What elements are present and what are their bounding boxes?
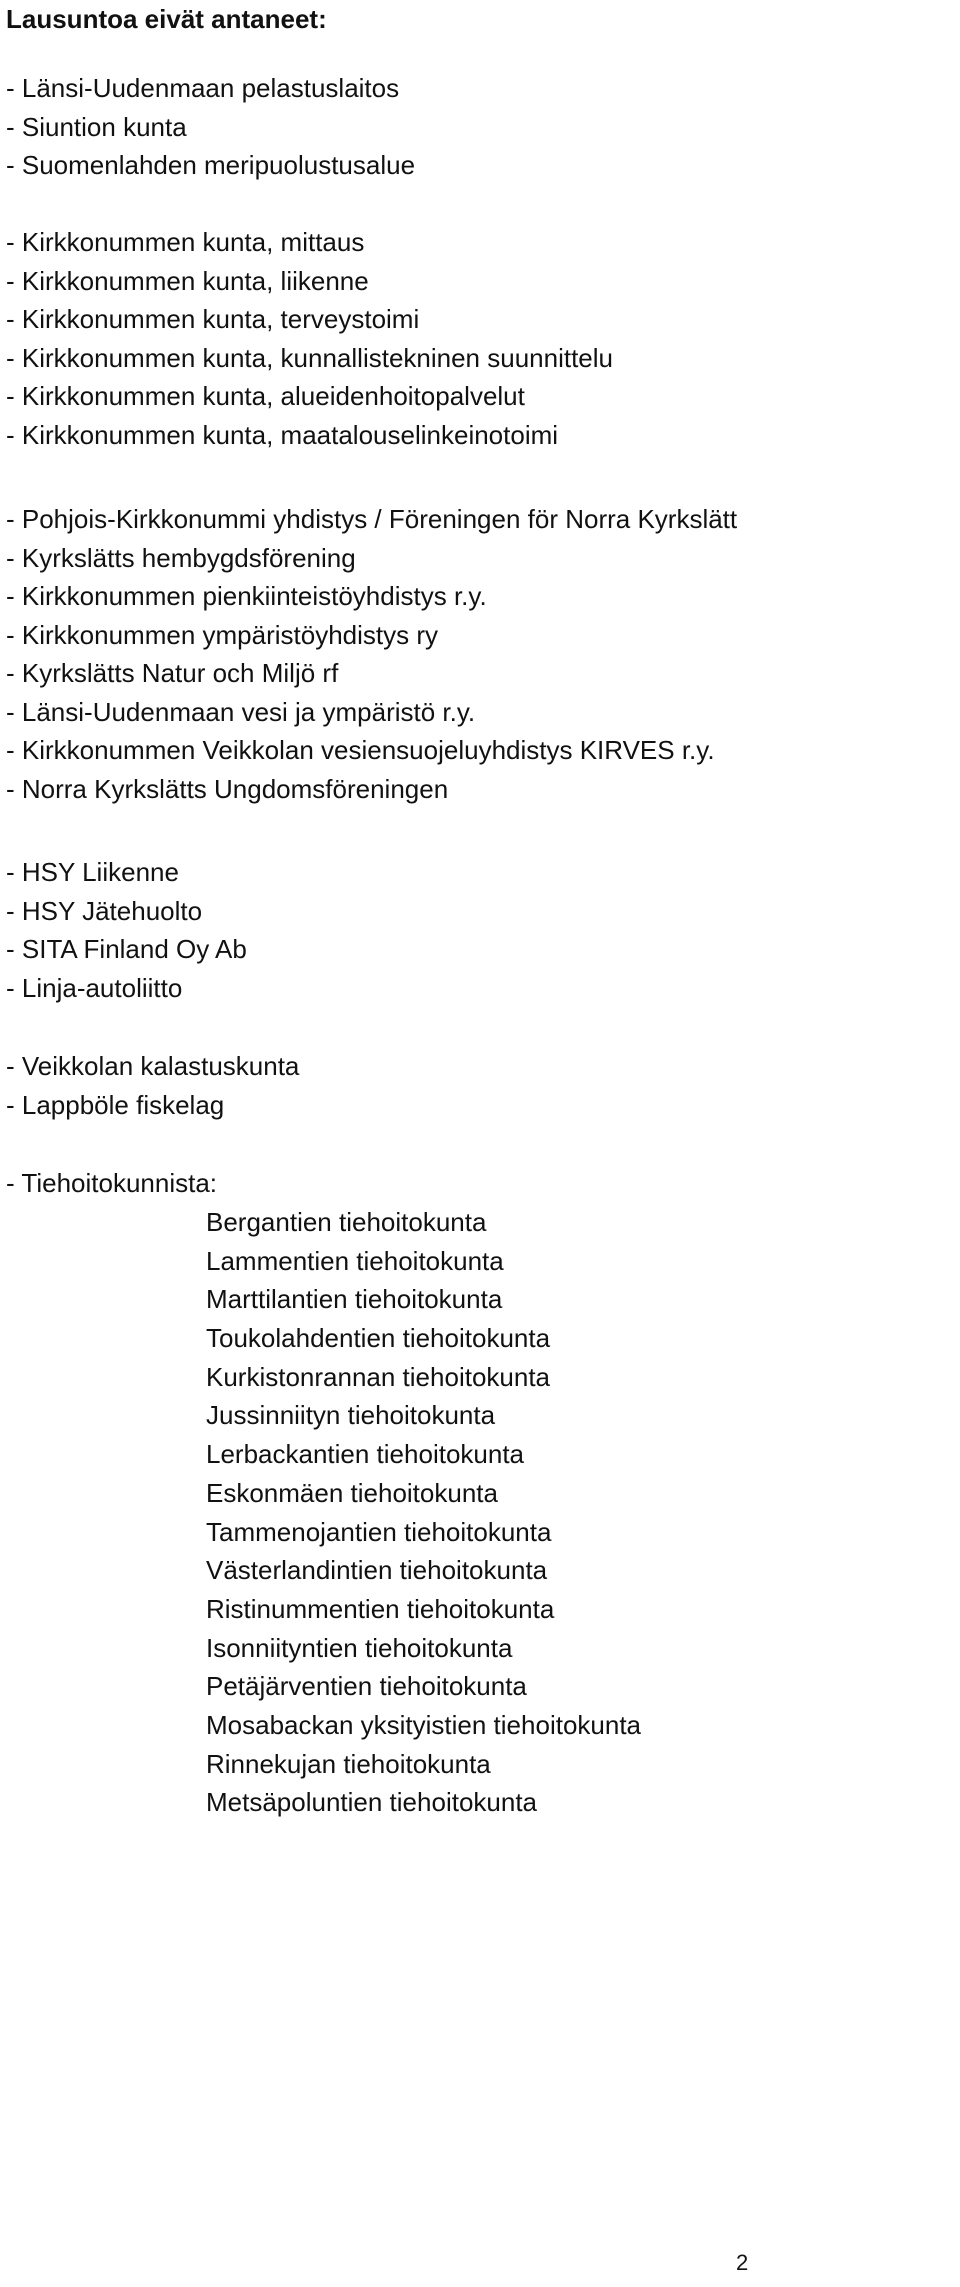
road-association-item: Västerlandintien tiehoitokunta xyxy=(206,1555,548,1586)
list-item: - Kirkkonummen kunta, kunnallistekninen suunnittelu xyxy=(6,342,614,373)
list-group-fishing xyxy=(6,1047,299,1124)
road-association-item: Kurkistonrannan tiehoitokunta xyxy=(206,1361,551,1392)
list-item: - Kirkkonummen Veikkolan vesiensuojeluyhdistys KIRVES r.y. xyxy=(6,735,715,765)
list-item: - Kirkkonummen pienkiinteistöyhdistys r.y. xyxy=(6,581,487,611)
road-association-item: Isonniityntien tiehoitokunta xyxy=(206,1632,513,1663)
list-item: - SITA Finland Oy Ab xyxy=(6,934,247,964)
list-item: - HSY Liikenne xyxy=(6,857,179,887)
road-association-item: Metsäpoluntien tiehoitokunta xyxy=(206,1787,538,1818)
list-item: - Lappböle fiskelag xyxy=(6,1089,225,1120)
road-association-item: Lerbackantien tiehoitokunta xyxy=(206,1439,525,1470)
list-item: - Kirkkonummen kunta, terveystoimi xyxy=(6,304,420,334)
list-item: - Kirkkonummen kunta, maatalouselinkeinotoimi xyxy=(6,419,559,450)
road-association-item: Petäjärventien tiehoitokunta xyxy=(206,1671,527,1702)
list-item: - Kirkkonummen ympäristöyhdistys ry xyxy=(6,619,438,650)
list-item: - Veikkolan kalastuskunta xyxy=(6,1051,300,1081)
list-item: - Länsi-Uudenmaan vesi ja ympäristö r.y. xyxy=(6,696,476,727)
road-association-item: Jussinniityn tiehoitokunta xyxy=(206,1400,496,1431)
list-item: - Länsi-Uudenmaan pelastuslaitos xyxy=(6,73,400,103)
list-item: - Pohjois-Kirkkonummi yhdistys / Föreningen för Norra Kyrkslätt xyxy=(6,504,738,534)
list-group-road-maintenance xyxy=(6,1164,217,1203)
road-association-item: Lammentien tiehoitokunta xyxy=(206,1245,504,1276)
road-association-item: Eskonmäen tiehoitokunta xyxy=(206,1477,498,1508)
list-group-companies xyxy=(6,853,247,1007)
list-item: - Linja-autoliitto xyxy=(6,972,183,1003)
list-group-municipality-units xyxy=(6,223,613,454)
road-association-list xyxy=(206,1203,641,1822)
list-item: - Kirkkonummen kunta, liikenne xyxy=(6,265,369,296)
list-item: - Suomenlahden meripuolustusalue xyxy=(6,150,416,180)
road-association-item: Tammenojantien tiehoitokunta xyxy=(206,1516,552,1547)
list-item: - Siuntion kunta xyxy=(6,111,187,142)
list-group-associations xyxy=(6,500,737,808)
list-item: - Kyrkslätts hembygdsförening xyxy=(6,542,356,573)
list-item: - Tiehoitokunnista: xyxy=(6,1168,218,1198)
list-item: - Kirkkonummen kunta, alueidenhoitopalvelut xyxy=(6,381,525,411)
road-association-item: Mosabackan yksityistien tiehoitokunta xyxy=(206,1709,642,1740)
road-association-item: Marttilantien tiehoitokunta xyxy=(206,1284,503,1315)
list-group-public-authorities xyxy=(6,69,415,185)
list-item: - Kyrkslätts Natur och Miljö rf xyxy=(6,658,339,688)
list-item: - HSY Jätehuolto xyxy=(6,895,203,926)
road-association-item: Rinnekujan tiehoitokunta xyxy=(206,1748,491,1779)
road-association-item: Ristinummentien tiehoitokunta xyxy=(206,1593,555,1624)
list-item: - Kirkkonummen kunta, mittaus xyxy=(6,227,365,257)
road-association-item: Toukolahdentien tiehoitokunta xyxy=(206,1323,551,1354)
road-association-item: Bergantien tiehoitokunta xyxy=(206,1207,487,1237)
list-item: - Norra Kyrkslätts Ungdomsföreningen xyxy=(6,773,449,804)
page-number: 2 xyxy=(736,2250,749,2275)
page-heading: Lausuntoa eivät antaneet: xyxy=(6,4,327,34)
